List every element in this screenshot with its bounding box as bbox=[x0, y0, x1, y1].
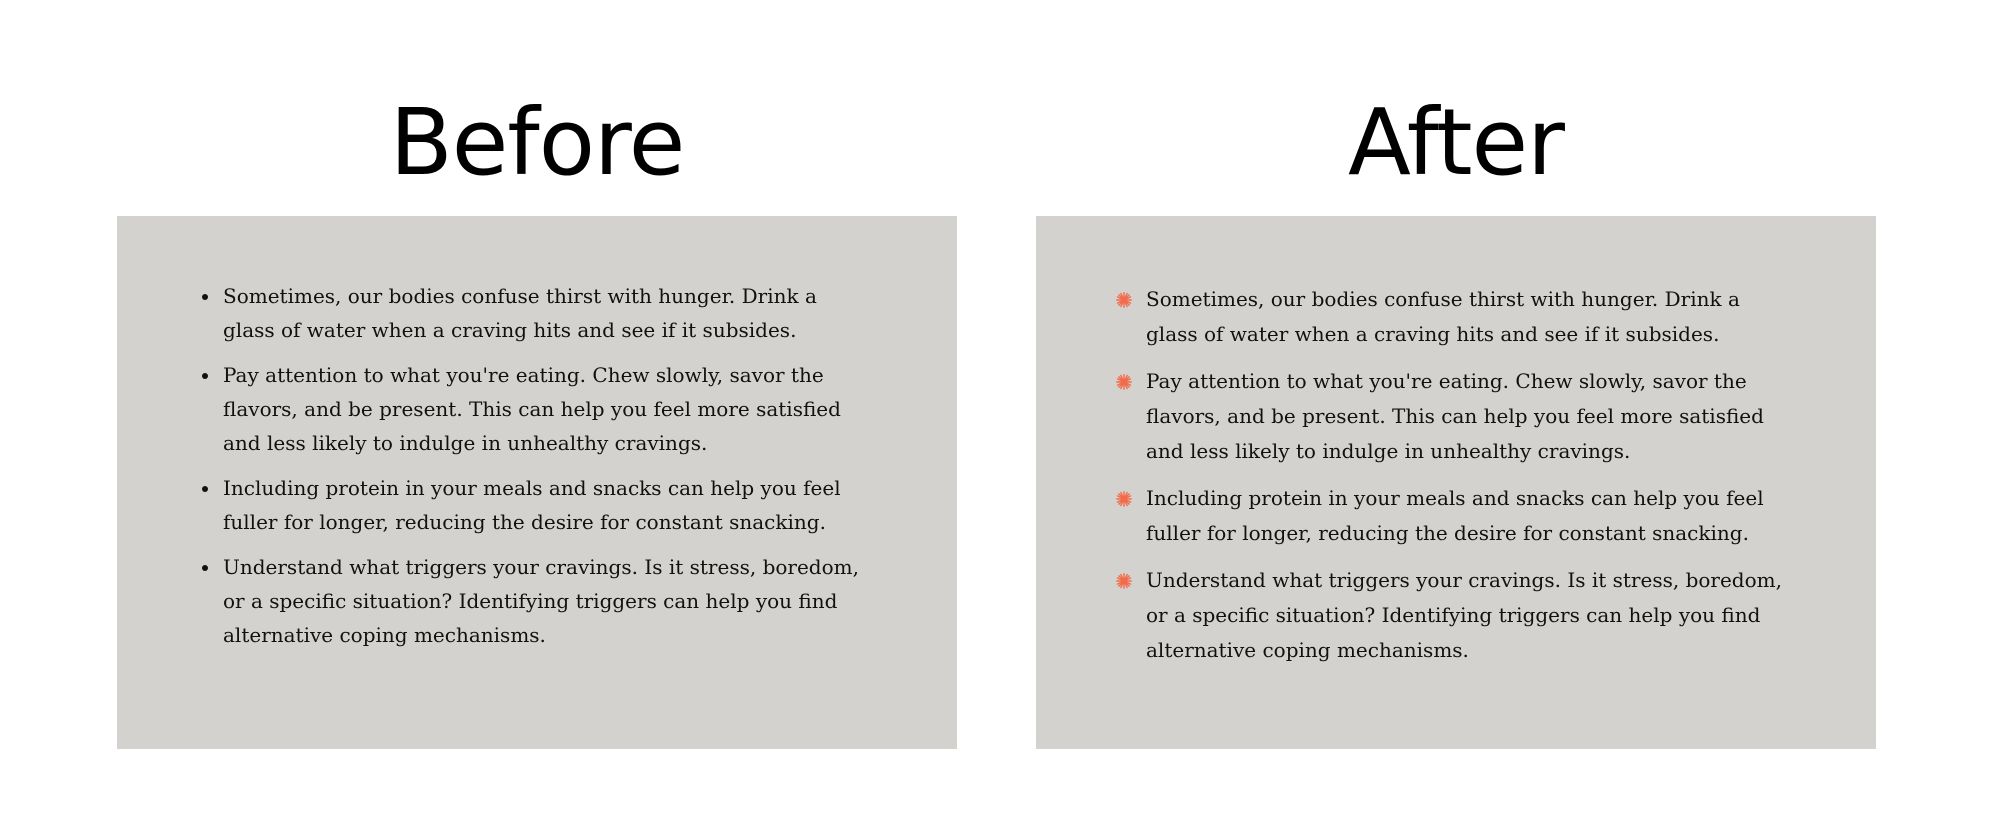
after-item-text: Sometimes, our bodies confuse thirst with hunger. Drink a glass of water when a craving hits and see if it subsides. bbox=[1146, 287, 1740, 346]
starburst-bullet-icon bbox=[1115, 490, 1133, 508]
after-title: After bbox=[1348, 89, 1564, 196]
before-item-text: Understand what triggers your cravings. Is it stress, boredom, or a specific situation? Identifying triggers can help you find alternative coping mechanisms. bbox=[223, 555, 859, 647]
before-item-text: Including protein in your meals and snacks can help you feel fuller for longer, reducing the desire for constant snacking. bbox=[223, 476, 841, 534]
before-list-item bbox=[223, 279, 863, 347]
starburst-bullet-icon bbox=[1115, 373, 1133, 391]
starburst-bullet-icon bbox=[1115, 572, 1133, 590]
after-list-item bbox=[1146, 563, 1786, 668]
after-panel bbox=[1036, 216, 1876, 749]
before-item-text: Sometimes, our bodies confuse thirst with hunger. Drink a glass of water when a craving hits and see if it subsides. bbox=[223, 284, 817, 342]
dot-bullet-icon bbox=[202, 486, 208, 492]
after-item-text: Pay attention to what you're eating. Chew slowly, savor the flavors, and be present. This can help you feel more satisfied and less likely to indulge in unhealthy cravings. bbox=[1146, 369, 1764, 463]
before-title: Before bbox=[389, 89, 685, 196]
starburst-bullet-icon bbox=[1115, 291, 1133, 309]
after-list-item bbox=[1146, 481, 1786, 551]
before-list-item bbox=[223, 358, 863, 460]
dot-bullet-icon bbox=[202, 373, 208, 379]
before-item-text: Pay attention to what you're eating. Chew slowly, savor the flavors, and be present. This can help you feel more satisfied and less likely to indulge in unhealthy cravings. bbox=[223, 363, 841, 455]
before-list-item bbox=[223, 471, 863, 539]
after-item-text: Including protein in your meals and snacks can help you feel fuller for longer, reducing the desire for constant snacking. bbox=[1146, 486, 1764, 545]
before-panel bbox=[117, 216, 957, 749]
dot-bullet-icon bbox=[202, 294, 208, 300]
after-item-text: Understand what triggers your cravings. Is it stress, boredom, or a specific situation? Identifying triggers can help you find alternative coping mechanisms. bbox=[1146, 568, 1782, 662]
after-list-item bbox=[1146, 282, 1786, 352]
before-bullet-list bbox=[223, 279, 863, 663]
after-list-item bbox=[1146, 364, 1786, 469]
dot-bullet-icon bbox=[202, 565, 208, 571]
before-list-item bbox=[223, 550, 863, 652]
after-bullet-list bbox=[1146, 282, 1786, 680]
